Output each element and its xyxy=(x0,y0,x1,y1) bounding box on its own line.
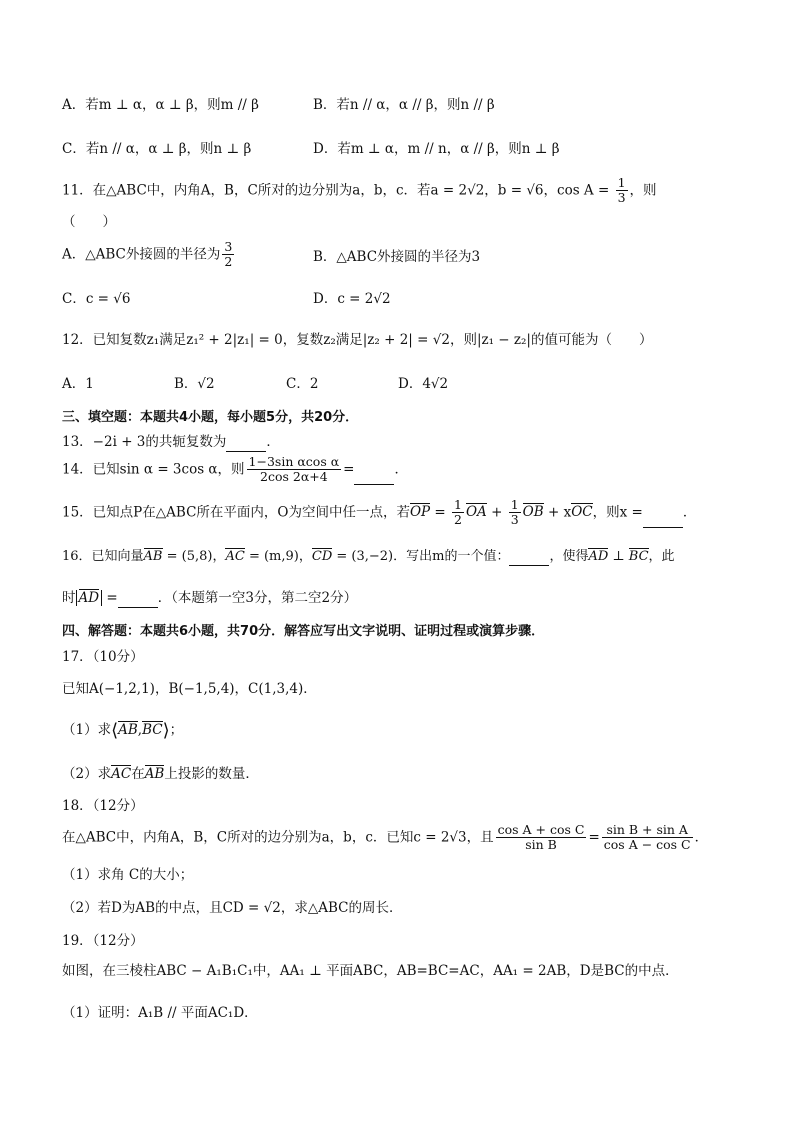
q14-fraction xyxy=(247,455,342,485)
q11-stem-text: 11．在△ABC中，内角A，B，C所对的边分别为a，b，c．若a = 2√2，b = √6，cos A = xyxy=(62,182,614,199)
q16-mid: ，使得 xyxy=(549,549,589,564)
q16-vec-cd: CD xyxy=(311,549,333,564)
q16-perp: ⊥ xyxy=(608,549,629,564)
q16-line2-eq: = xyxy=(102,590,118,606)
q18-stem-text: 在△ABC中，内角A，B，C所对的边分别为a，b，c．已知c = 2√3，且 xyxy=(62,829,494,846)
q15-end: ． xyxy=(682,504,697,521)
q15-vec-ob: OB xyxy=(522,504,544,521)
q16-line2-post: ．（本题第一空3分，第二空2分） xyxy=(157,590,358,606)
q15-n2: 1 xyxy=(510,497,519,512)
q17-vec-ac: AC xyxy=(111,766,132,782)
q14-text: 14．已知sin α = 3cos α，则 xyxy=(62,461,245,478)
q11-option-b: B．△ABC外接圆的半径为3 xyxy=(313,249,481,265)
q17-p2-mid: 在 xyxy=(131,766,145,782)
q17-angle-open: ⟨ xyxy=(111,720,119,741)
q11-option-a-fraction xyxy=(222,240,234,270)
q15-post: ，则x = xyxy=(592,504,643,521)
q17-angle-close: ⟩ xyxy=(162,720,170,741)
q10-option-c: C．若n // α，α ⊥ β，则n ⊥ β xyxy=(62,141,252,157)
q10-option-a: A．若m ⊥ α，α ⊥ β，则m // β xyxy=(62,97,259,113)
q16-line2-pre: 时 xyxy=(62,590,76,606)
q13-answer-blank xyxy=(226,437,266,452)
q18-d2: cos A − cos C xyxy=(603,837,691,853)
q11-stem-end: ，则 xyxy=(629,182,657,199)
q18-frac-right xyxy=(602,823,693,853)
q12-option-b: B．√2 xyxy=(174,376,215,392)
q12-option-a: A．1 xyxy=(62,376,94,392)
q11-stem xyxy=(62,176,657,206)
q16-ac-val: = (m,9)， xyxy=(244,549,312,564)
q14-den: 2cos 2α+4 xyxy=(247,469,342,484)
q16-vec-bc: BC xyxy=(628,549,649,564)
q15 xyxy=(62,498,696,528)
q17-given: 已知A(−1,2,1)，B(−1,5,4)，C(1,3,4)． xyxy=(62,681,317,697)
q16-answer-blank-2 xyxy=(118,593,158,608)
q17-part-1 xyxy=(62,719,183,742)
q15-n1: 1 xyxy=(454,497,462,512)
q11-option-d: D．c = 2√2 xyxy=(313,291,391,307)
q18-part-1: （1）求角 C的大小； xyxy=(62,867,194,883)
q12-stem: 12．已知复数z₁满足z₁² + 2|z₁| = 0，复数z₂满足|z₂ + 2| = √2，则|z₁ − z₂|的值可能为（ ） xyxy=(62,332,653,348)
q18-n1: cos A + cos C xyxy=(497,822,585,837)
q17-vec-ab: AB xyxy=(118,722,138,739)
q15-plus-x: + x xyxy=(543,504,572,521)
q16-vec-ac: AC xyxy=(225,549,245,564)
q17-p2-text: （2）求 xyxy=(62,766,112,782)
q14-answer-blank xyxy=(354,470,394,485)
q17-p2-end: 上投影的数量． xyxy=(164,766,259,782)
q15-frac-1 xyxy=(452,498,464,528)
q10-option-d: D．若m ⊥ α，m // n，α // β，则n ⊥ β xyxy=(313,141,560,157)
q17-vec-ab-2: AB xyxy=(144,766,165,782)
q11-paren: （ ） xyxy=(62,214,116,230)
q18-frac-left xyxy=(496,823,587,853)
q18-part-2: （2）若D为AB的中点，且CD = √2，求△ABC的周长． xyxy=(62,900,403,916)
q14-num: 1−3sin αcos α xyxy=(248,454,340,469)
q16-vec-ad: AD xyxy=(588,549,609,564)
q13 xyxy=(62,434,280,452)
q16-ab-val: = (5,8)， xyxy=(162,549,226,564)
q15-vec-oa: OA xyxy=(465,504,487,521)
q17-part-2 xyxy=(62,765,259,784)
q18-end: ． xyxy=(694,829,709,846)
q15-vec-oc: OC xyxy=(571,504,593,521)
q15-answer-blank xyxy=(643,513,683,528)
q18-stem xyxy=(62,823,708,853)
q13-end: ． xyxy=(266,434,280,450)
q14-eq: = xyxy=(343,461,355,478)
q11-frac-num: 1 xyxy=(617,175,626,190)
q13-text: 13．−2i + 3的共轭复数为 xyxy=(62,434,227,450)
q12-option-d: D．4√2 xyxy=(398,376,449,392)
q18-n2: sin B + sin A xyxy=(606,822,688,837)
q18-heading: 18．（12分） xyxy=(62,798,144,814)
q11-frac-den: 3 xyxy=(617,190,626,206)
q17-heading: 17．（10分） xyxy=(62,649,144,665)
q16-text: 16．已知向量 xyxy=(62,549,144,564)
q11-a-num: 3 xyxy=(224,239,233,254)
q16-cd-val: = (3,−2)．写出m的一个值： xyxy=(332,549,510,564)
q11-cos-fraction xyxy=(616,176,628,206)
q10-option-b: B．若n // α，α // β，则n // β xyxy=(313,97,495,113)
q16-vec-ab: AB xyxy=(143,549,163,564)
q16-line-1 xyxy=(62,548,675,566)
q11-option-a xyxy=(62,240,236,270)
q17-vec-bc: BC xyxy=(142,722,163,739)
q15-text: 15．已知点P在△ABC所在平面内，O为空间中任一点，若 xyxy=(62,504,410,521)
q14-end: ． xyxy=(394,461,408,478)
q12-option-c: C．2 xyxy=(286,376,319,392)
section-4-title: 四、解答题：本题共6小题，共70分．解答应写出文字说明、证明过程或演算步骤． xyxy=(62,624,545,639)
q15-eq: = xyxy=(430,504,451,521)
q18-d1: sin B xyxy=(496,837,587,852)
q17-p1-text: （1）求 xyxy=(62,722,112,739)
q15-plus: + xyxy=(486,504,507,521)
q19-part-1: （1）证明：A₁B // 平面AC₁D． xyxy=(62,1005,258,1021)
q11-option-c: C．c = √6 xyxy=(62,291,131,307)
q14 xyxy=(62,455,408,485)
q16-line-2 xyxy=(62,589,357,608)
q11-option-a-text: A．△ABC外接圆的半径为 xyxy=(62,246,221,263)
q15-d1: 2 xyxy=(454,512,462,528)
q19-stem: 如图，在三棱柱ABC − A₁B₁C₁中，AA₁ ⊥ 平面ABC，AB=BC=AC，AA₁ = 2AB，D是BC的中点． xyxy=(62,963,679,979)
q16-tail: ，此 xyxy=(648,549,675,564)
q15-frac-2 xyxy=(509,498,521,528)
q11-a-den: 2 xyxy=(224,254,233,270)
q16-vec-ad-abs: AD xyxy=(78,590,100,606)
q17-comma: , xyxy=(137,722,143,739)
q15-d2: 3 xyxy=(510,512,519,528)
q17-p1-end: ； xyxy=(169,722,184,739)
q19-heading: 19．（12分） xyxy=(62,933,144,949)
section-3-title: 三、填空题：本题共4小题，每小题5分，共20分． xyxy=(62,410,359,425)
q18-eq: = xyxy=(588,829,600,846)
q15-vec-op: OP xyxy=(409,504,431,521)
q16-answer-blank-1 xyxy=(509,551,549,566)
